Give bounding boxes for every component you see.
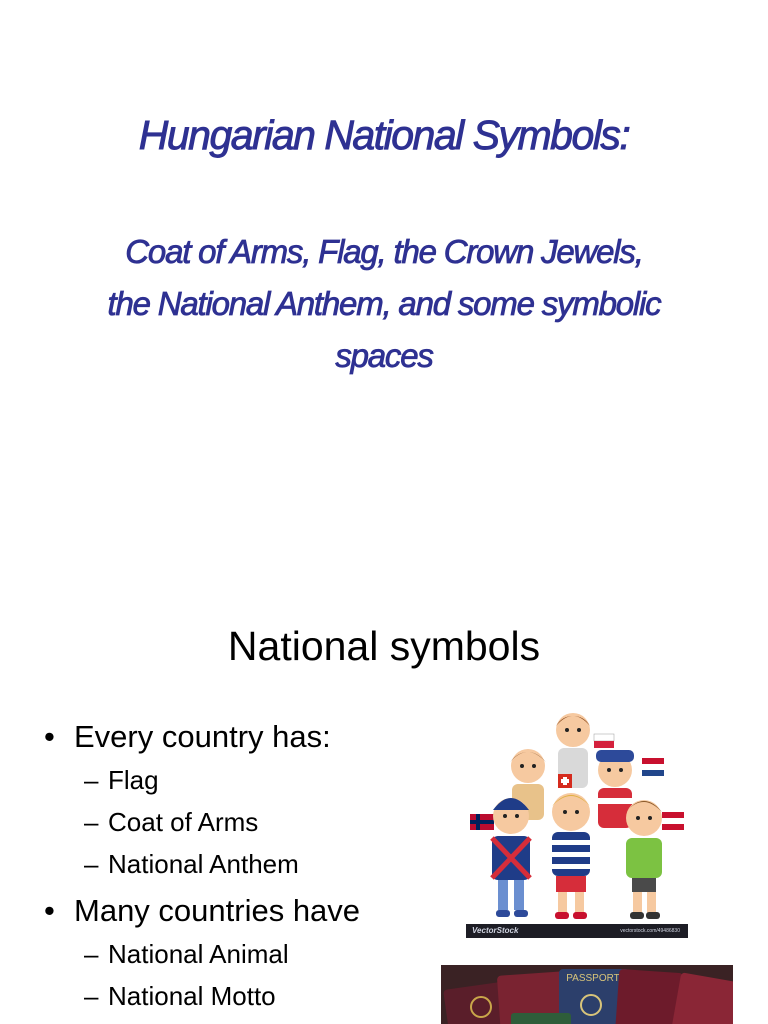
children-with-flags-image [466,704,688,938]
sub-bullet-text: National Anthem [108,849,299,879]
image-watermark [466,924,688,938]
flag-austria-icon [662,812,684,830]
bullet-marker: • [44,893,55,928]
watermark-url: vectorstock.com/49486830 [620,928,680,934]
child-figure [626,800,662,914]
bullet-marker: • [44,719,55,754]
dash-marker: – [84,849,99,879]
slide-2 [0,576,768,1024]
sub-bullet-text: Flag [108,765,159,795]
dash-marker: – [84,981,99,1011]
dash-marker: – [84,807,99,837]
slide-1-title: Hungarian National Symbols: [138,112,630,158]
bullet-item [44,893,360,929]
sub-bullet-item [84,981,276,1012]
sub-bullet-item [84,939,289,970]
slide-1-subtitle [40,226,728,382]
subtitle-line: Coat of Arms, Flag, the Crown Jewels, [125,233,643,270]
flag-switzerland-icon [558,774,572,788]
sub-bullet-text: National Motto [108,981,276,1011]
passports-image [441,965,733,1024]
children-illustration [466,704,688,924]
sub-bullet-item [84,765,159,796]
subtitle-line: the National Anthem, and some symbolic [107,285,661,322]
child-figure [552,793,590,914]
flag-netherlands-icon [642,758,664,776]
sub-bullet-text: Coat of Arms [108,807,259,837]
sub-bullet-text: National Animal [108,939,289,969]
dash-marker: – [84,765,99,795]
slide-2-title: National symbols [227,623,541,669]
sub-bullet-item [84,849,299,880]
passport-label: PASSPORT [566,973,620,984]
flag-poland-icon [594,734,614,748]
child-figure [492,798,530,910]
subtitle-line: spaces [335,337,433,374]
watermark-brand: VectorStock [472,926,519,935]
bullet-text: Every country has: [74,719,331,754]
flag-norway-icon [470,814,494,830]
passports-illustration [441,965,733,1024]
dash-marker: – [84,939,99,969]
bullet-text: Many countries have [74,893,361,928]
bullet-item [44,719,331,755]
sub-bullet-item [84,807,258,838]
